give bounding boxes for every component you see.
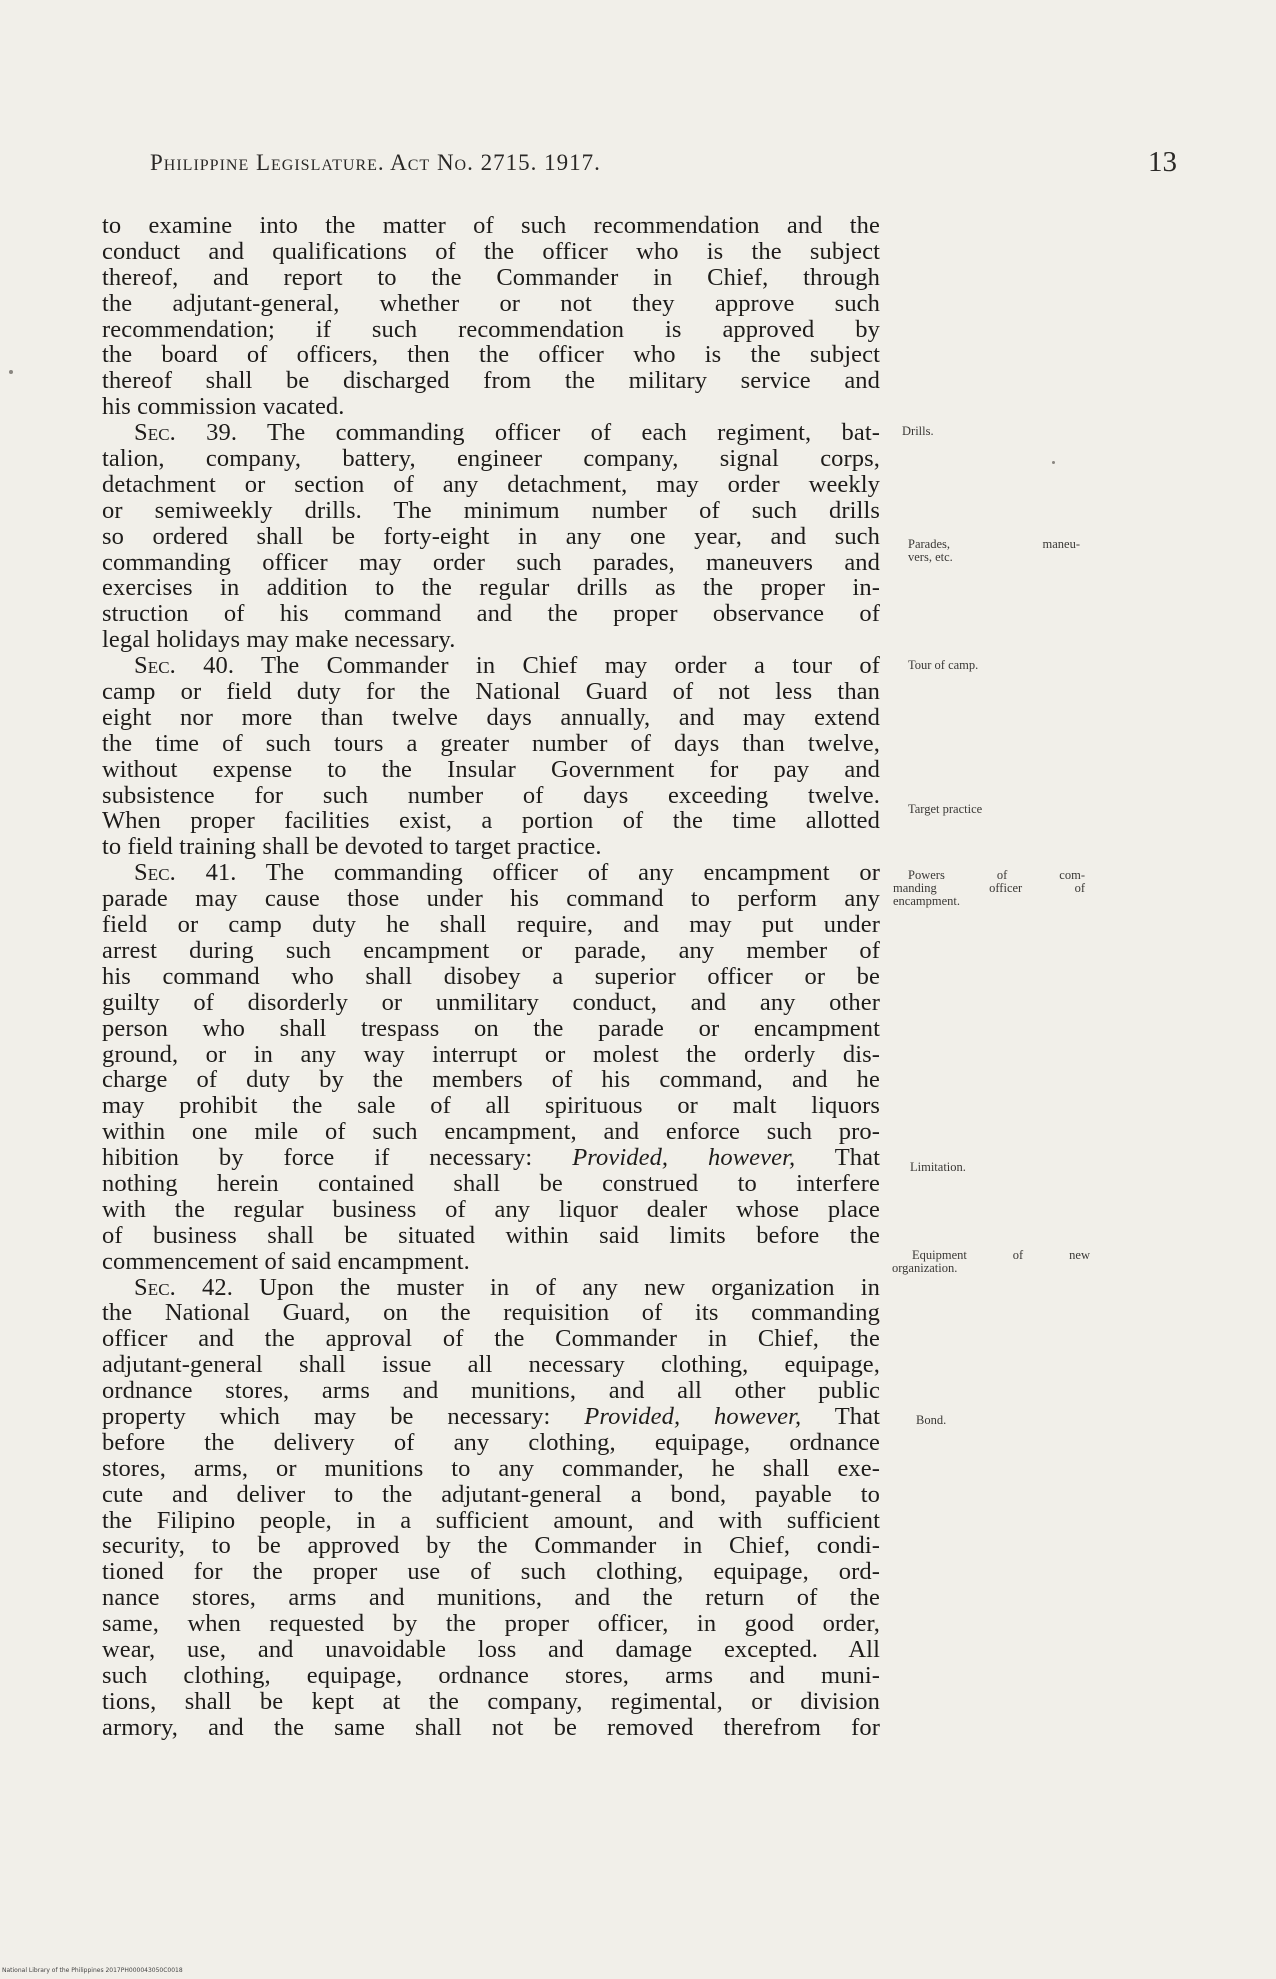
section-number: Sec. 42. [134,1273,233,1301]
text-line: may prohibit the sale of all spirituous or malt liquors [102,1092,880,1120]
section-number: Sec. 39. [134,419,238,447]
proviso-line [102,1404,880,1430]
text-line: tioned for the proper use of such clothing, equipage, ord- [102,1558,880,1586]
text-line: detachment or section of any detachment, may order weekly [102,470,880,498]
text-line: nothing herein contained shall be construed to interfere [102,1169,880,1197]
text-line: thereof shall be discharged from the military service and [102,367,880,395]
text-line: armory, and the same shall not be removed therefrom for [102,1713,880,1741]
section-40-line [102,653,880,679]
section-42-line [102,1275,880,1301]
text-line: within one mile of such encampment, and enforce such pro- [102,1118,880,1146]
text-run: That [834,1402,880,1430]
text-line: thereof, and report to the Commander in Chief, through [102,263,880,291]
proviso-italic: Provided, however, [572,1144,796,1172]
text-line: so ordered shall be forty-eight in any one year, and such [102,522,880,550]
text-line: subsistence for such number of days exceeding twelve. [102,781,880,809]
text-line: adjutant-general shall issue all necessary clothing, equipage, [102,1351,880,1379]
text-line: field or camp duty he shall require, and may put under [102,911,880,939]
text-line: his command who shall disobey a superior officer or be [102,962,880,990]
text-line: his commission vacated. [102,393,345,421]
margin-note-parades [908,538,1080,564]
margin-note-text: Parades, maneu- [908,537,1080,551]
page-number: 13 [1148,146,1177,178]
margin-note-text: organization. [892,1261,958,1275]
text-line: commanding officer may order such parades, maneuvers and [102,548,880,576]
margin-note-text: Equipment of new [912,1248,1090,1262]
archive-footer-tag: National Library of the Philippines 2017PH000043050C0018 [2,1967,183,1974]
text-line: the time of such tours a greater number of days than twelve, [102,729,880,757]
text-line: the board of officers, then the officer who is the subject [102,341,880,369]
text-line: the Filipino people, in a sufficient amount, and with sufficient [102,1506,880,1534]
section-41-line [102,860,880,886]
text-line: with the regular business of any liquor dealer whose place [102,1195,880,1223]
body-text [102,213,880,1741]
text-line: parade may cause those under his command to perform any [102,885,880,913]
margin-note-limitation [910,1161,1110,1174]
proviso-line [102,1145,880,1171]
margin-note-text: encampment. [893,894,960,908]
running-header: Philippine Legislature. Act No. 2715. 1917. [150,150,601,175]
scan-speck [1052,461,1055,464]
text-line: recommendation; if such recommendation is approved by [102,315,880,343]
text-run: Upon the muster in of any new organization in [259,1273,880,1301]
text-line: the adjutant-general, whether or not they approve such [102,289,880,317]
text-line: legal holidays may make necessary. [102,626,456,654]
margin-note-text: Tour of camp. [908,658,979,672]
text-line: or semiweekly drills. The minimum number of such drills [102,496,880,524]
section-number: Sec. 40. [134,652,235,680]
proviso-italic: Provided, however, [584,1402,802,1430]
text-run: hibition by force if necessary: [102,1144,533,1172]
text-line: eight nor more than twelve days annually, and may extend [102,703,880,731]
text-line: ordnance stores, arms and munitions, and all other public [102,1377,880,1405]
text-line: to field training shall be devoted to target practice. [102,833,602,861]
margin-note-target-practice [908,803,1108,816]
margin-note-powers [893,869,1085,908]
margin-note-text: manding officer of [893,881,1085,895]
margin-note-text: Drills. [902,424,934,438]
text-line: camp or field duty for the National Guard of not less than [102,678,880,706]
section-number: Sec. 41. [134,859,237,887]
margin-note-drills [902,425,1102,438]
text-line: nance stores, arms and munitions, and the return of the [102,1584,880,1612]
text-line: without expense to the Insular Government for pay and [102,755,880,783]
text-run: The commanding officer of each regiment, bat- [266,419,880,447]
text-line: person who shall trespass on the parade or encampment [102,1014,880,1042]
text-line: of business shall be situated within said limits before the [102,1221,880,1249]
text-line: before the delivery of any clothing, equipage, ordnance [102,1428,880,1456]
margin-note-text: Limitation. [910,1160,966,1174]
text-run: The commanding officer of any encampment or [265,859,880,887]
margin-note-text: Target practice [908,802,983,816]
text-line: to examine into the matter of such recommendation and the [102,212,880,239]
text-line: stores, arms, or munitions to any commander, he shall exe- [102,1454,880,1482]
margin-note-bond [916,1414,1116,1427]
text-line: exercises in addition to the regular drills as the proper in- [102,574,880,602]
margin-note-text: Powers of com- [908,868,1085,882]
text-line: officer and the approval of the Commander in Chief, the [102,1325,880,1353]
text-line: struction of his command and the proper observance of [102,600,880,628]
text-line: arrest during such encampment or parade, any member of [102,936,880,964]
text-line: conduct and qualifications of the officer who is the subject [102,237,880,265]
text-run: The Commander in Chief may order a tour of [260,652,880,680]
text-line: security, to be approved by the Commander in Chief, condi- [102,1532,880,1560]
section-39-line [102,420,880,446]
text-line: commencement of said encampment. [102,1247,470,1275]
text-line: ground, or in any way interrupt or molest the orderly dis- [102,1040,880,1068]
margin-note-text: Bond. [916,1413,947,1427]
text-line: When proper facilities exist, a portion of the time allotted [102,807,880,835]
text-run: That [834,1144,880,1172]
text-line: cute and deliver to the adjutant-general a bond, payable to [102,1480,880,1508]
margin-note-equipment [892,1249,1090,1275]
text-line: guilty of disorderly or unmilitary conduct, and any other [102,988,880,1016]
text-line: wear, use, and unavoidable loss and damage excepted. All [102,1635,880,1663]
text-line: charge of duty by the members of his command, and he [102,1066,880,1094]
text-line: tions, shall be kept at the company, regimental, or division [102,1687,880,1715]
text-line: the National Guard, on the requisition of its commanding [102,1299,880,1327]
text-line: such clothing, equipage, ordnance stores, arms and muni- [102,1661,880,1689]
text-run: property which may be necessary: [102,1402,551,1430]
margin-note-text: vers, etc. [908,550,953,564]
text-line: talion, company, battery, engineer company, signal corps, [102,445,880,473]
scan-speck [9,370,13,374]
text-line: same, when requested by the proper officer, in good order, [102,1610,880,1638]
margin-note-tour-of-camp [908,659,1108,672]
